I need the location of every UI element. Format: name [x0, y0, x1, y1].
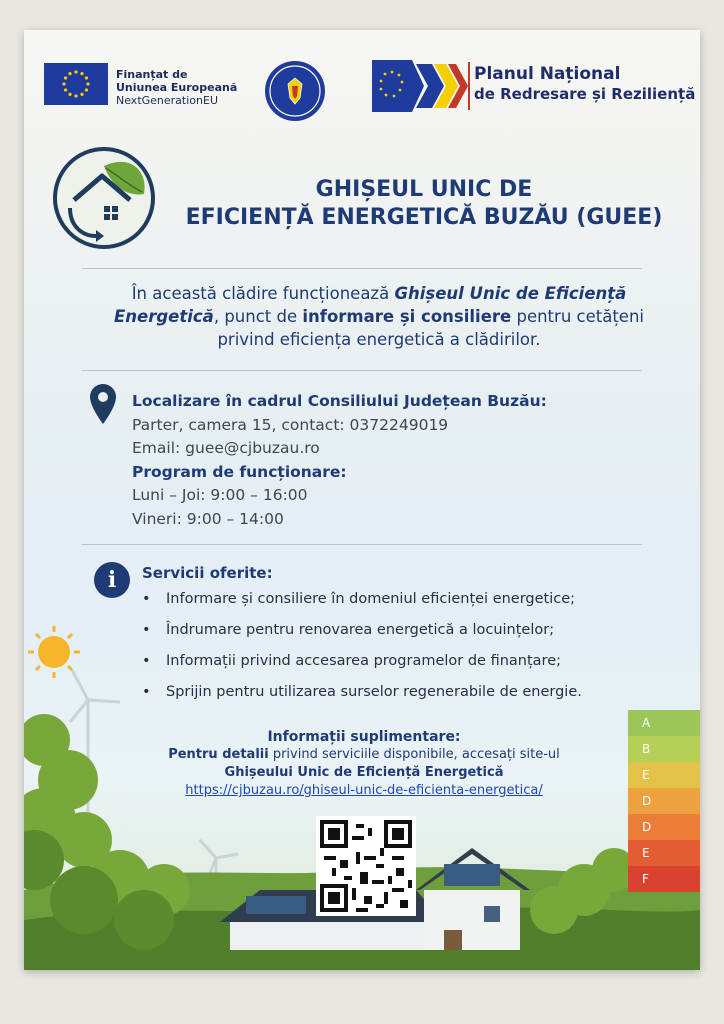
divider	[82, 370, 642, 371]
guee-house-leaf-icon	[52, 146, 156, 250]
divider	[82, 268, 642, 269]
info-icon: i	[94, 562, 130, 598]
website-link[interactable]: https://cjbuzau.ro/ghiseul-unic-de-eficienta-energetica/	[185, 783, 543, 798]
energy-class-label: D	[642, 794, 652, 808]
list-item: • Sprijin pentru utilizarea surselor regenerabile de energie.	[138, 681, 678, 712]
qr-code-icon[interactable]	[316, 816, 416, 916]
energy-class-label: B	[642, 742, 651, 756]
eu-funding-text: Finanțat de Uniunea Europeană NextGenerationEU	[116, 68, 238, 107]
list-item: • Informații privind accesarea programelor de finanțare;	[138, 650, 678, 681]
location-block: Localizare în cadrul Consiliului Județean Buzău: Parter, camera 15, contact: 0372249019 Email: guee@cjbuzau.ro Program de funcționare: Luni – Joi: 9:00 – 16:00 Vineri: 9:00 – 14:00	[132, 392, 547, 528]
eu-flag-icon	[44, 63, 108, 105]
list-item: • Îndrumare pentru renovarea energetică a locuințelor;	[138, 619, 678, 650]
header	[24, 30, 700, 140]
energy-class-scale	[628, 710, 700, 910]
intro-paragraph: În această clădire funcționează Ghișeul Unic de Eficiență Energetică, punct de informare și consiliere pentru cetățeni privind eficiența energetică a clădirilor.	[114, 284, 644, 349]
energy-class-label: E	[642, 768, 650, 782]
energy-class-label: E	[642, 846, 650, 860]
additional-info: Informații suplimentare: Pentru detalii privind serviciile disponibile, accesați site-ul Ghișeului Unic de Eficiență Energetică https://cjbuzau.ro/ghiseul-unic-de-eficienta-energetica/	[168, 729, 560, 798]
services-title: Servicii oferite:	[142, 564, 273, 582]
location-pin-icon	[90, 384, 116, 424]
pnrr-logo-icon	[372, 60, 468, 112]
energy-class-label: A	[642, 716, 651, 730]
energy-class-label: D	[642, 820, 652, 834]
list-item: • Informare și consiliere în domeniul eficienței energetice;	[138, 588, 678, 619]
energy-class-label: F	[642, 872, 649, 886]
romanian-government-seal-icon	[264, 60, 326, 122]
poster	[24, 30, 700, 970]
pnrr-divider	[468, 62, 470, 110]
page-title: GHIȘEUL UNIC DE EFICIENȚĂ ENERGETICĂ BUZĂU (GUEE)	[185, 177, 663, 230]
services-list	[138, 588, 678, 712]
pnrr-title: Planul Național de Redresare și Reziliență	[474, 64, 696, 103]
divider	[82, 544, 642, 545]
